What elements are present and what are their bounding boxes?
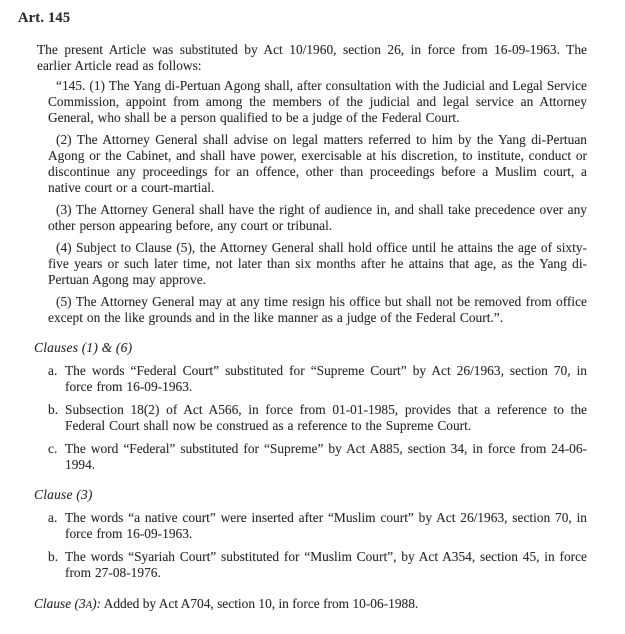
quote-paragraph-4: (4) Subject to Clause (5), the Attorney General shall hold office until he attains the age of sixty-five years or such later time, not later than six months after he attains that age, as the Yang di-Pertuan Agong may approve.	[48, 240, 587, 287]
list-item	[48, 441, 587, 473]
clause-3a-label-post: ):	[92, 596, 102, 611]
list-item	[48, 549, 587, 581]
list-item	[48, 402, 587, 434]
item-text: The words “a native court” were inserted after “Muslim court” by Act 26/1963, section 70, in force from 16-09-1963.	[65, 510, 587, 541]
section-clause-3	[34, 487, 587, 581]
clause-3a-note	[34, 596, 587, 614]
quote-paragraph-5: (5) The Attorney General may at any time resign his office but shall not be removed from office except on the like grounds and in the like manner as a judge of the Federal Court.”.	[48, 294, 587, 325]
clause-3a-label-smallcap: A	[85, 600, 93, 611]
article-heading: Art. 145	[18, 10, 71, 26]
item-marker: b.	[48, 402, 59, 417]
item-marker: b.	[48, 549, 59, 564]
quote-paragraph-2: (2) The Attorney General shall advise on legal matters referred to him by the Yang di-Pertuan Agong or the Cabinet, and shall have power, exercisable at his discretion, to institute, conduct or discontinue any proceedings for an offence, other than proceedings before a Muslim court, a native court or a court-martial.	[48, 132, 587, 195]
quote-paragraph-3: (3) The Attorney General shall have the right of audience in, and shall take precedence over any other person appearing before, any court or tribunal.	[48, 202, 587, 233]
section-heading-clauses-1-and-6: Clauses (1) & (6)	[34, 340, 133, 355]
item-text: The word “Federal” substituted for “Supreme” by Act A885, section 34, in force from 24-06-1994.	[65, 441, 587, 472]
list-item	[48, 510, 587, 542]
item-text: Subsection 18(2) of Act A566, in force from 01-01-1985, provides that a reference to the Federal Court shall now be construed as a reference to the Supreme Court.	[65, 402, 587, 433]
quoted-former-article	[48, 78, 587, 326]
quote-paragraph-1: “145. (1) The Yang di-Pertuan Agong shall, after consultation with the Judicial and Legal Service Commission, appoint from among the members of the judicial and legal service an Attorney General, who shall be a person qualified to be a judge of the Federal Court.	[48, 78, 587, 125]
item-text: The words “Federal Court” substituted for “Supreme Court” by Act 26/1963, section 70, in force from 16-09-1963.	[65, 363, 587, 394]
item-marker: c.	[48, 441, 58, 456]
item-marker: a.	[48, 510, 58, 525]
intro-paragraph: The present Article was substituted by Act 10/1960, section 26, in force from 16-09-1963. The earlier Article read as follows:	[37, 42, 587, 73]
item-text: The words “Syariah Court” substituted for “Muslim Court”, by Act A354, section 45, in force from 27-08-1976.	[65, 549, 587, 580]
item-marker: a.	[48, 363, 58, 378]
clause-3a-label-pre: Clause (3	[34, 596, 86, 611]
list-item	[48, 363, 587, 395]
clause-3a-label	[34, 596, 101, 611]
section-heading-clause-3: Clause (3)	[34, 487, 93, 502]
clause-3a-text: Added by Act A704, section 10, in force from 10-06-1988.	[103, 596, 419, 611]
section-clauses-1-and-6	[34, 340, 587, 473]
